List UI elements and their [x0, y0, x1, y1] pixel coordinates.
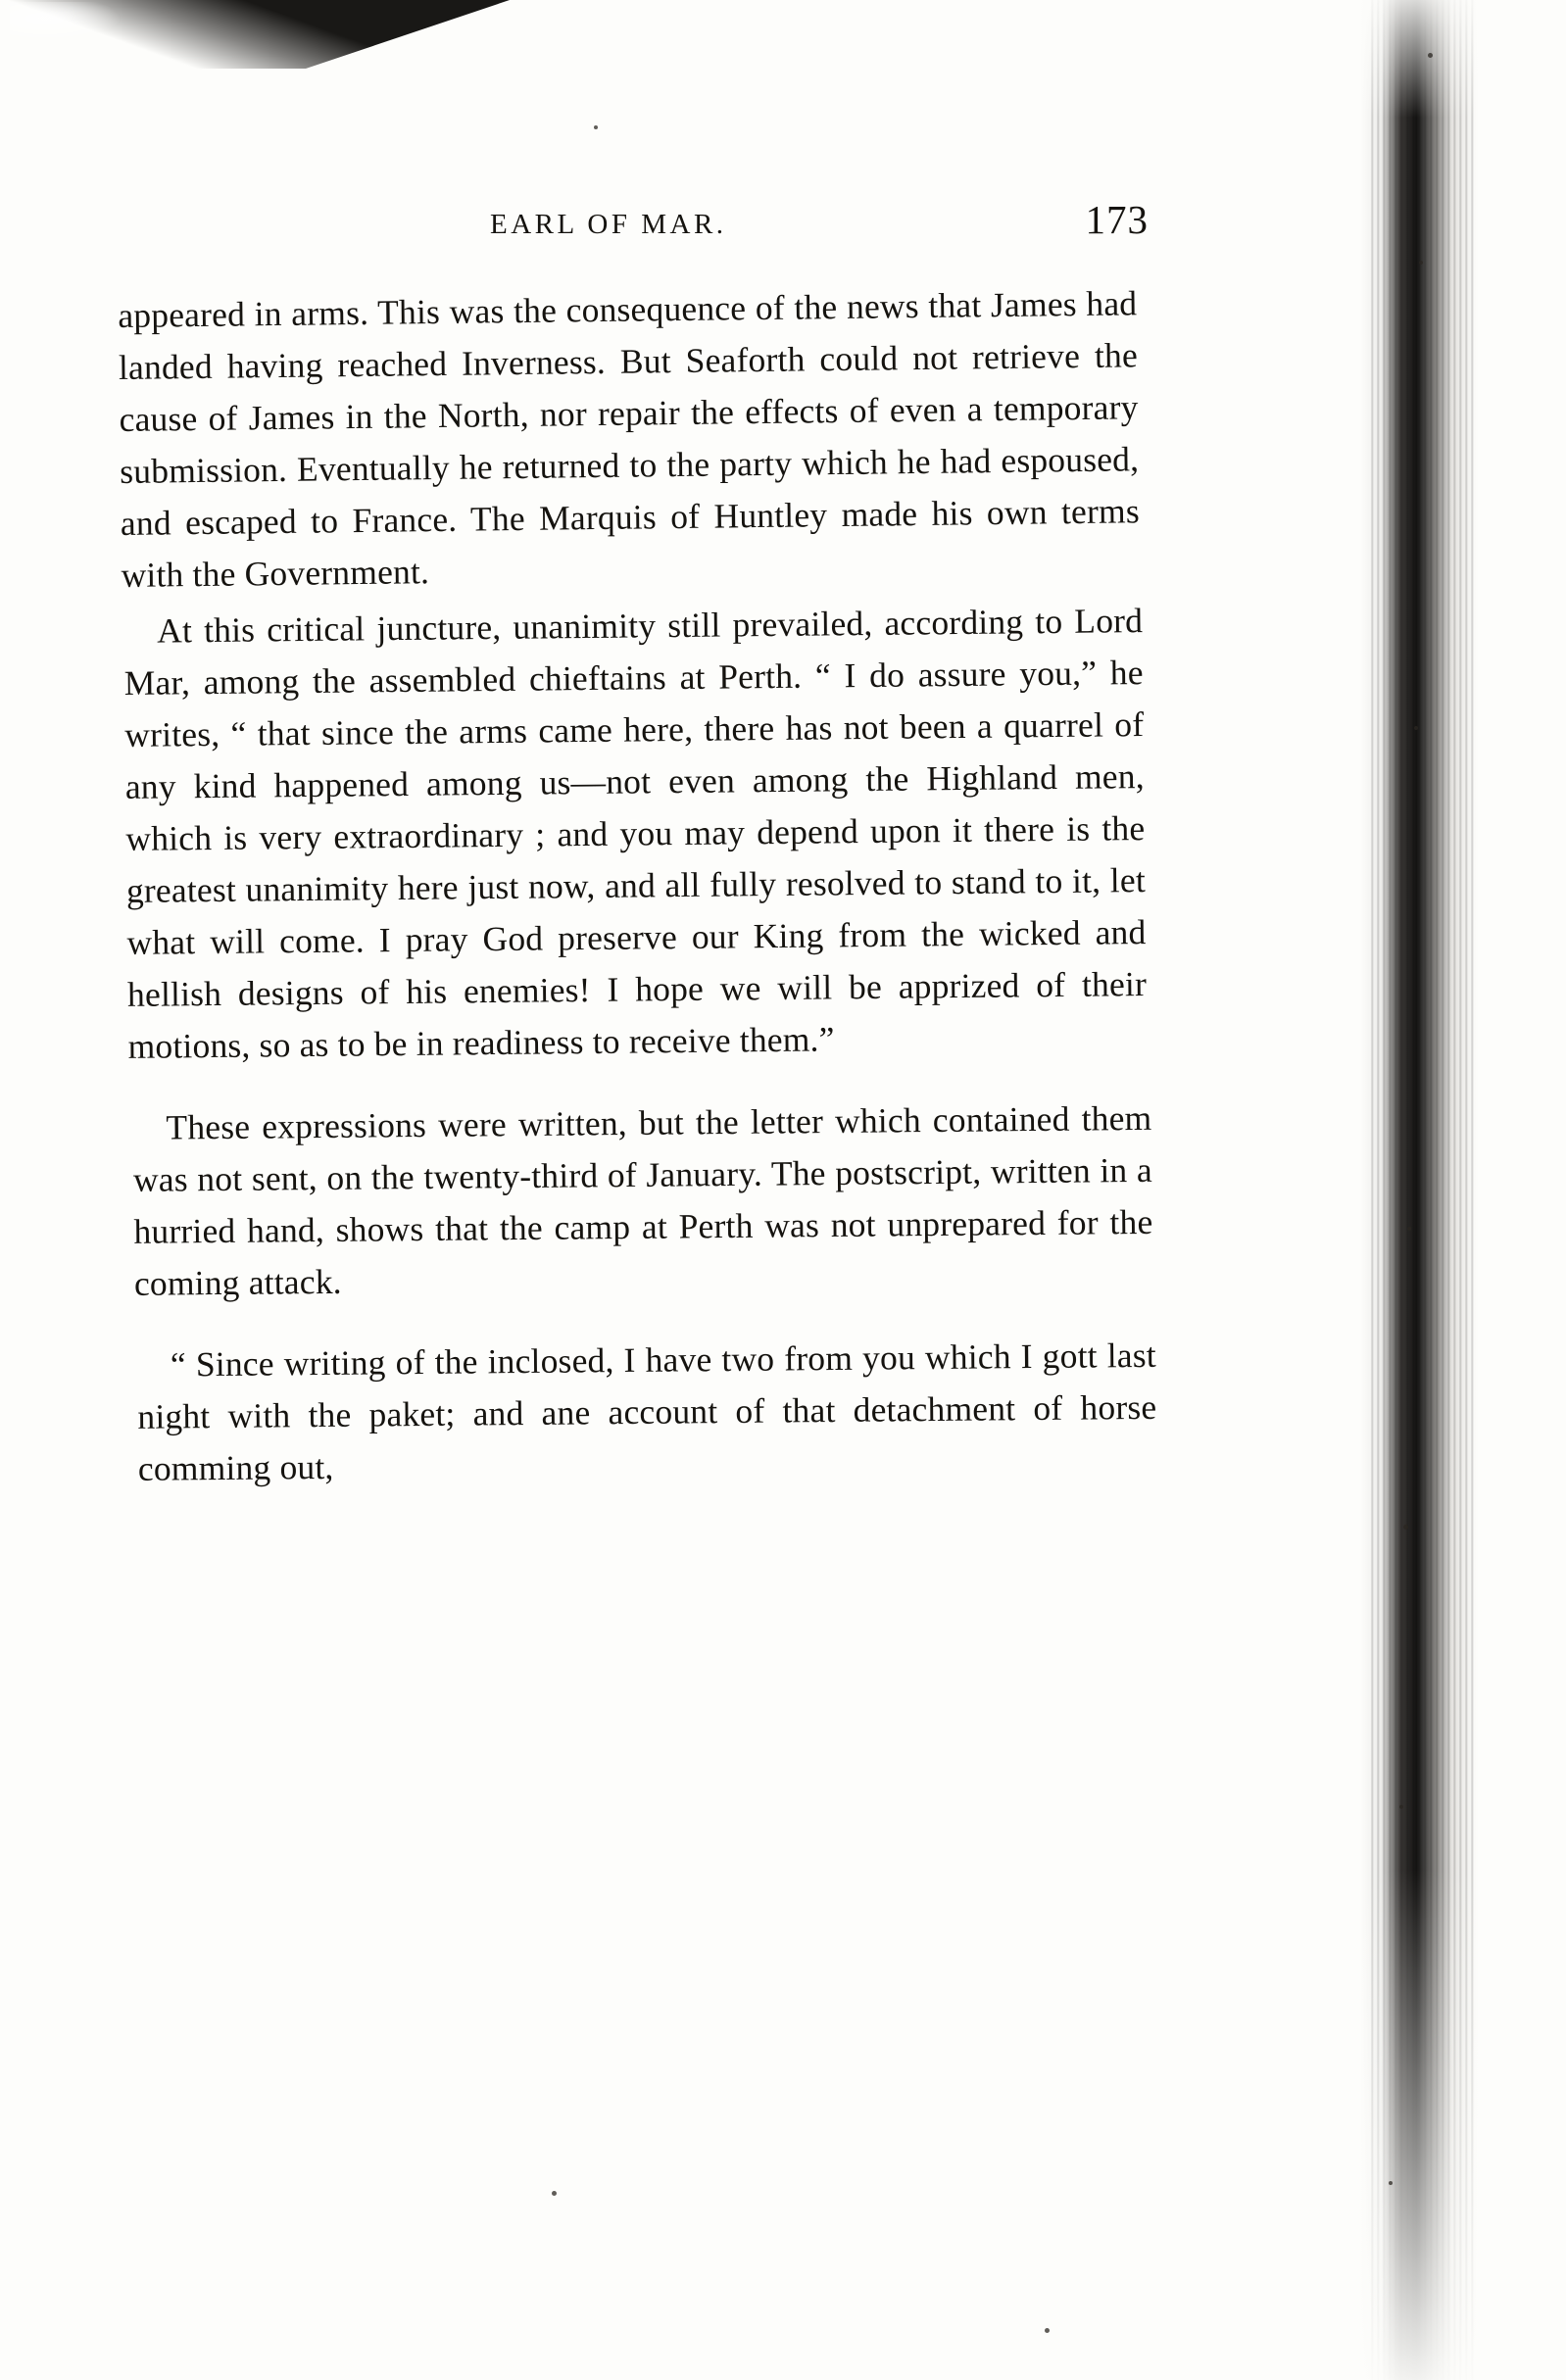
scan-artifact-corner-highlight: [10, 2, 127, 43]
scan-speck: [1045, 2328, 1050, 2333]
scan-speck: [1399, 1805, 1403, 1809]
scan-artifact-gutter-fade-top: [1354, 0, 1482, 118]
paragraph: “ Since writing of the inclosed, I have two from you which I gott last night with the paket; and ane account of that detachment of horse comming out,: [137, 1335, 1157, 1488]
running-head: EARL OF MAR.: [490, 209, 727, 240]
scan-speck: [1389, 2181, 1393, 2185]
scan-speck: [1403, 1525, 1408, 1530]
scan-speck: [552, 2191, 557, 2196]
paragraph: At this critical juncture, unanimity still prevailed, according to Lord Mar, among the assembled chieftains at Perth. “ I do assure you,” he writes, “ that since the arms came here, there has not been a quarrel of any kind happened among us—not even among the Highland men, which is very extraordinary ; and you may depend upon it there is the greatest unanimity here just now, and all fully resolved to stand to it, let what will come. I pray God preserve our King from the wicked and hellish designs of his enemies! I hope we will be apprized of their motions, so as to be in readiness to receive them.”: [123, 601, 1148, 1066]
body-text: [118, 271, 1158, 1495]
scan-speck: [1428, 53, 1433, 58]
page-number: 173: [1085, 197, 1149, 242]
paragraph: These expressions were written, but the letter which contained them was not sent, on the twenty-third of January. The postscript, written in a hurried hand, shows that the camp at Perth was not unprepared for the coming attack.: [132, 1097, 1153, 1303]
scan-speck: [594, 125, 598, 129]
scan-speck: [1414, 726, 1418, 730]
scan-speck: [1419, 261, 1423, 265]
scan-speck: [1407, 1227, 1411, 1231]
paragraph: appeared in arms. This was the consequence of the news that James had landed having reached Inverness. But Seaforth could not retrieve the cause of James in the North, nor repair the effects of even a temporary submission. Eventually he returned to the party which he had espoused, and escaped to France. The Marquis of Huntley made his own terms with the Government.: [118, 283, 1141, 595]
page-header: [157, 196, 1166, 243]
page-text-block: [118, 196, 1157, 1495]
scan-artifact-gutter-fade-bottom: [1354, 1870, 1482, 2380]
